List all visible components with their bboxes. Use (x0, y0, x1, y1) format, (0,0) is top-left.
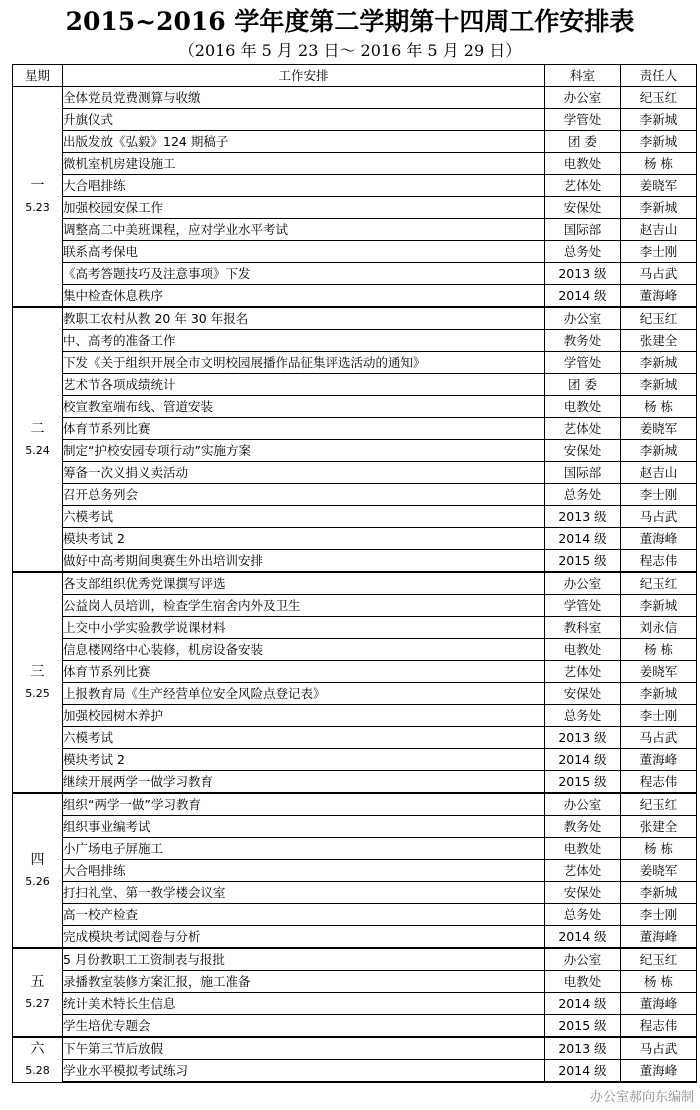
table-row (13, 617, 697, 639)
document-title: 2015~2016 学年度第二学期第十四周工作安排表 (65, 7, 635, 36)
person-cell: 程志伟 (621, 771, 697, 794)
person-cell: 马占武 (621, 506, 697, 528)
person-cell: 李士刚 (621, 705, 697, 727)
task-cell: 打扫礼堂、第一教学楼会议室 (63, 882, 545, 904)
table-row (13, 131, 697, 153)
person-cell: 董海峰 (621, 926, 697, 949)
task-cell: 加强校园树木养护 (63, 705, 545, 727)
task-cell: 信息楼网络中心装修，机房设备安装 (63, 639, 545, 661)
dept-cell: 办公室 (545, 948, 621, 971)
person-cell: 姜晓军 (621, 860, 697, 882)
person-cell: 纪玉红 (621, 572, 697, 595)
table-row (13, 1037, 697, 1060)
table-row (13, 926, 697, 949)
table-row (13, 374, 697, 396)
table-row (13, 153, 697, 175)
table-row (13, 705, 697, 727)
dept-cell: 安保处 (545, 440, 621, 462)
dept-cell: 电教处 (545, 639, 621, 661)
person-cell: 杨 栋 (621, 971, 697, 993)
task-cell: 完成模块考试阅卷与分析 (63, 926, 545, 949)
person-cell: 李士刚 (621, 241, 697, 263)
day-cell (13, 948, 63, 1037)
day-cell (13, 87, 63, 308)
person-cell: 张建全 (621, 816, 697, 838)
person-cell: 杨 栋 (621, 396, 697, 418)
task-cell: 继续开展两学一做学习教育 (63, 771, 545, 794)
table-row (13, 816, 697, 838)
header-dept: 科室 (545, 65, 621, 87)
table-row (13, 1015, 697, 1038)
person-cell: 杨 栋 (621, 838, 697, 860)
table-row (13, 948, 697, 971)
person-cell: 李新城 (621, 683, 697, 705)
table-row (13, 528, 697, 550)
dept-cell: 总务处 (545, 904, 621, 926)
table-row (13, 197, 697, 219)
table-row (13, 749, 697, 771)
dept-cell: 2013 级 (545, 263, 621, 285)
person-cell: 李新城 (621, 197, 697, 219)
dept-cell: 办公室 (545, 793, 621, 816)
task-cell: 组织事业编考试 (63, 816, 545, 838)
task-cell: 制定“护校安园专项行动”实施方案 (63, 440, 545, 462)
day-cell (13, 572, 63, 793)
dept-cell: 2015 级 (545, 550, 621, 573)
task-cell: 校宣教室端布线、管道安装 (63, 396, 545, 418)
dept-cell: 国际部 (545, 219, 621, 241)
day-name: 一 (30, 177, 45, 194)
task-cell: 加强校园安保工作 (63, 197, 545, 219)
table-row (13, 683, 697, 705)
table-row (13, 285, 697, 308)
day-name: 六 (30, 1040, 45, 1057)
day-name: 五 (30, 973, 45, 990)
dept-cell: 2013 级 (545, 506, 621, 528)
dept-cell: 安保处 (545, 683, 621, 705)
person-cell: 纪玉红 (621, 948, 697, 971)
table-row (13, 175, 697, 197)
person-cell: 董海峰 (621, 993, 697, 1015)
task-cell: 出版发放《弘毅》124 期稿子 (63, 131, 545, 153)
table-row (13, 639, 697, 661)
table-row (13, 506, 697, 528)
task-cell: 集中检查休息秩序 (63, 285, 545, 308)
task-cell: 学业水平模拟考试练习 (63, 1060, 545, 1083)
dept-cell: 2014 级 (545, 993, 621, 1015)
dept-cell: 学管处 (545, 109, 621, 131)
person-cell: 马占武 (621, 1037, 697, 1060)
task-cell: 大合唱排练 (63, 175, 545, 197)
dept-cell: 2014 级 (545, 528, 621, 550)
person-cell: 李新城 (621, 374, 697, 396)
person-cell: 张建全 (621, 330, 697, 352)
task-cell: 下午第三节后放假 (63, 1037, 545, 1060)
person-cell: 刘永信 (621, 617, 697, 639)
dept-cell: 艺体处 (545, 418, 621, 440)
person-cell: 赵吉山 (621, 462, 697, 484)
task-cell: 升旗仪式 (63, 109, 545, 131)
task-cell: 统计美术特长生信息 (63, 993, 545, 1015)
header-day: 星期 (13, 65, 63, 87)
day-date: 5.27 (25, 996, 50, 1010)
table-row (13, 838, 697, 860)
task-cell: 模块考试 2 (63, 749, 545, 771)
dept-cell: 教务处 (545, 816, 621, 838)
task-cell: 体育节系列比赛 (63, 661, 545, 683)
day-date: 5.26 (25, 874, 50, 888)
task-cell: 5 月份教职工工资制表与报批 (63, 948, 545, 971)
table-row (13, 971, 697, 993)
task-cell: 公益岗人员培训，检查学生宿舍内外及卫生 (63, 595, 545, 617)
dept-cell: 总务处 (545, 705, 621, 727)
person-cell: 李新城 (621, 595, 697, 617)
schedule-body (13, 87, 697, 1083)
task-cell: 召开总务列会 (63, 484, 545, 506)
person-cell: 姜晓军 (621, 661, 697, 683)
person-cell: 董海峰 (621, 749, 697, 771)
day-date: 5.24 (25, 443, 50, 457)
table-row (13, 904, 697, 926)
task-cell: 小广场电子屏施工 (63, 838, 545, 860)
dept-cell: 教务处 (545, 330, 621, 352)
person-cell: 马占武 (621, 263, 697, 285)
table-row (13, 572, 697, 595)
date-range-subtitle: （2016 年 5 月 23 日～ 2016 年 5 月 29 日） (178, 41, 522, 60)
person-cell: 董海峰 (621, 1060, 697, 1083)
person-cell: 董海峰 (621, 285, 697, 308)
person-cell: 李士刚 (621, 484, 697, 506)
dept-cell: 艺体处 (545, 661, 621, 683)
task-cell: 模块考试 2 (63, 528, 545, 550)
dept-cell: 教科室 (545, 617, 621, 639)
dept-cell: 安保处 (545, 197, 621, 219)
person-cell: 董海峰 (621, 528, 697, 550)
person-cell: 李新城 (621, 440, 697, 462)
dept-cell: 学管处 (545, 595, 621, 617)
task-cell: 联系高考保电 (63, 241, 545, 263)
person-cell: 赵吉山 (621, 219, 697, 241)
header-row (13, 65, 697, 87)
day-date: 5.25 (25, 686, 50, 700)
task-cell: 微机室机房建设施工 (63, 153, 545, 175)
dept-cell: 安保处 (545, 882, 621, 904)
person-cell: 姜晓军 (621, 175, 697, 197)
day-name: 二 (30, 420, 45, 437)
day-cell (13, 307, 63, 572)
task-cell: 做好中高考期间奥赛生外出培训安排 (63, 550, 545, 573)
task-cell: 大合唱排练 (63, 860, 545, 882)
task-cell: 中、高考的准备工作 (63, 330, 545, 352)
dept-cell: 2015 级 (545, 1015, 621, 1038)
day-name: 四 (30, 851, 45, 868)
task-cell: 上报教育局《生产经营单位安全风险点登记表》 (63, 683, 545, 705)
person-cell: 纪玉红 (621, 793, 697, 816)
day-cell (13, 793, 63, 948)
table-row (13, 396, 697, 418)
table-row (13, 484, 697, 506)
table-row (13, 109, 697, 131)
table-row (13, 440, 697, 462)
task-cell: 调整高二中美班课程，应对学业水平考试 (63, 219, 545, 241)
dept-cell: 2015 级 (545, 771, 621, 794)
task-cell: 全体党员党费测算与收缴 (63, 87, 545, 109)
task-cell: 高一校产检查 (63, 904, 545, 926)
person-cell: 李新城 (621, 882, 697, 904)
dept-cell: 2013 级 (545, 727, 621, 749)
schedule-table (12, 64, 697, 1083)
dept-cell: 学管处 (545, 352, 621, 374)
compiler-note: 办公室郝向东编制 (589, 1090, 694, 1105)
person-cell: 李士刚 (621, 904, 697, 926)
task-cell: 组织“两学一做”学习教育 (63, 793, 545, 816)
day-date: 5.23 (25, 200, 50, 214)
table-row (13, 727, 697, 749)
person-cell: 李新城 (621, 109, 697, 131)
table-row (13, 241, 697, 263)
table-row (13, 860, 697, 882)
table-row (13, 330, 697, 352)
task-cell: 六模考试 (63, 727, 545, 749)
table-row (13, 307, 697, 330)
person-cell: 纪玉红 (621, 87, 697, 109)
task-cell: 筹备一次义捐义卖活动 (63, 462, 545, 484)
task-cell: 录播教室装修方案汇报，施工准备 (63, 971, 545, 993)
table-row (13, 595, 697, 617)
day-name: 三 (30, 663, 45, 680)
header-person: 责任人 (621, 65, 697, 87)
person-cell: 程志伟 (621, 550, 697, 573)
table-row (13, 352, 697, 374)
task-cell: 下发《关于组织开展全市文明校园展播作品征集评选活动的通知》 (63, 352, 545, 374)
task-cell: 体育节系列比赛 (63, 418, 545, 440)
table-row (13, 793, 697, 816)
task-cell: 教职工农村从教 20 年 30 年报名 (63, 307, 545, 330)
table-row (13, 1060, 697, 1083)
table-row (13, 993, 697, 1015)
task-cell: 上交中小学实验教学说课材料 (63, 617, 545, 639)
task-cell: 《高考答题技巧及注意事项》下发 (63, 263, 545, 285)
task-cell: 艺术节各项成绩统计 (63, 374, 545, 396)
table-row (13, 263, 697, 285)
table-row (13, 661, 697, 683)
table-row (13, 550, 697, 573)
dept-cell: 团 委 (545, 131, 621, 153)
day-cell (13, 1037, 63, 1082)
dept-cell: 电教处 (545, 153, 621, 175)
header-task: 工作安排 (63, 65, 545, 87)
person-cell: 程志伟 (621, 1015, 697, 1038)
person-cell: 李新城 (621, 131, 697, 153)
table-row (13, 418, 697, 440)
dept-cell: 2014 级 (545, 749, 621, 771)
dept-cell: 国际部 (545, 462, 621, 484)
person-cell: 马占武 (621, 727, 697, 749)
dept-cell: 办公室 (545, 572, 621, 595)
dept-cell: 办公室 (545, 307, 621, 330)
dept-cell: 总务处 (545, 241, 621, 263)
dept-cell: 艺体处 (545, 175, 621, 197)
table-row (13, 882, 697, 904)
table-row (13, 771, 697, 794)
dept-cell: 总务处 (545, 484, 621, 506)
dept-cell: 2014 级 (545, 1060, 621, 1083)
person-cell: 李新城 (621, 352, 697, 374)
task-cell: 六模考试 (63, 506, 545, 528)
dept-cell: 电教处 (545, 971, 621, 993)
person-cell: 杨 栋 (621, 153, 697, 175)
task-cell: 各支部组织优秀党课撰写评选 (63, 572, 545, 595)
table-row (13, 462, 697, 484)
task-cell: 学生培优专题会 (63, 1015, 545, 1038)
dept-cell: 电教处 (545, 838, 621, 860)
dept-cell: 办公室 (545, 87, 621, 109)
dept-cell: 艺体处 (545, 860, 621, 882)
table-row (13, 219, 697, 241)
dept-cell: 团 委 (545, 374, 621, 396)
dept-cell: 电教处 (545, 396, 621, 418)
dept-cell: 2014 级 (545, 285, 621, 308)
day-date: 5.28 (25, 1063, 50, 1077)
person-cell: 杨 栋 (621, 639, 697, 661)
table-row (13, 87, 697, 109)
person-cell: 姜晓军 (621, 418, 697, 440)
dept-cell: 2014 级 (545, 926, 621, 949)
person-cell: 纪玉红 (621, 307, 697, 330)
dept-cell: 2013 级 (545, 1037, 621, 1060)
